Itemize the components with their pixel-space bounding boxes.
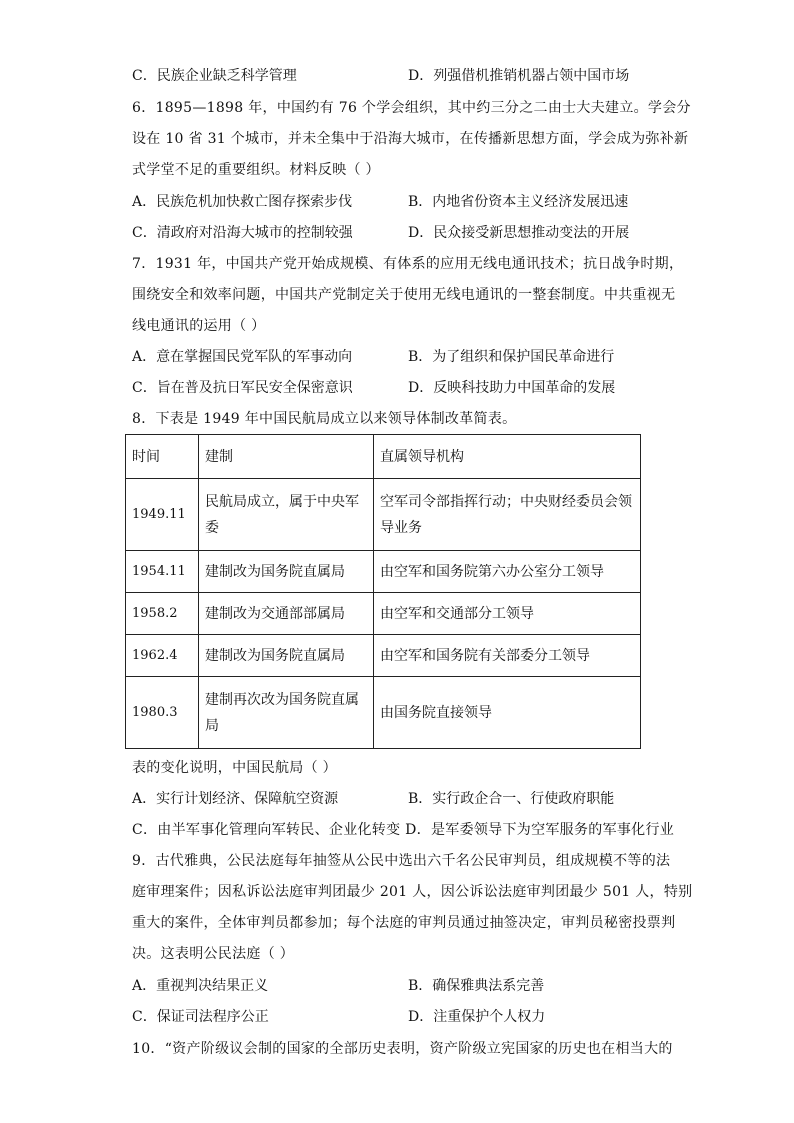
q7-option-d: D．反映科技助力中国革命的发展 xyxy=(408,380,616,396)
q7-stem-line-3: 线电通讯的运用（ ） xyxy=(132,318,266,334)
cell-line: 民航局成立，属于中央军 xyxy=(205,493,359,510)
q7-option-c: C．旨在普及抗日军民安全保密意识 xyxy=(132,380,353,396)
table-cell-system: 建制改为国务院直属局 xyxy=(199,635,374,677)
table-cell-leader: 由空军和国务院第六办公室分工领导 xyxy=(374,551,641,593)
table-cell-leader xyxy=(374,479,641,551)
table-row xyxy=(126,593,641,635)
table-cell-system: 建制改为交通部部属局 xyxy=(199,593,374,635)
q9-stem-line-2: 庭审理案件；因私诉讼法庭审判团最少 201 人，因公诉讼法庭审判团最少 501 人，特别 xyxy=(132,884,693,900)
table-header-time: 时间 xyxy=(126,435,199,479)
q5-option-c: C．民族企业缺乏科学管理 xyxy=(132,68,297,84)
table-cell-leader: 由国务院直接领导 xyxy=(374,677,641,749)
q6-option-a: A．民族危机加快救亡图存探索步伐 xyxy=(132,194,353,210)
q9-option-c: C．保证司法程序公正 xyxy=(132,1009,269,1025)
table-cell-time: 1980.3 xyxy=(126,677,199,749)
q7-stem-line-2: 围绕安全和效率问题，中国共产党制定关于使用无线电通讯的一整套制度。中共重视无 xyxy=(132,287,676,303)
table-cell-leader: 由空军和国务院有关部委分工领导 xyxy=(374,635,641,677)
table-cell-time: 1958.2 xyxy=(126,593,199,635)
q6-option-b: B．内地省份资本主义经济发展迅速 xyxy=(408,194,629,210)
cell-line: 建制再次改为国务院直属 xyxy=(205,691,359,708)
q10-stem-line-1: 10．“资产阶级议会制的国家的全部历史表明，资产阶级立宪国家的历史也在相当大的 xyxy=(132,1041,673,1057)
q9-stem-line-3: 重大的案件，全体审判员都参加；每个法庭的审判员通过抽签决定，审判员秘密投票判 xyxy=(132,915,676,931)
table-header-system: 建制 xyxy=(199,435,374,479)
q7-stem-line-1: 7．1931 年，中国共产党开始成规模、有体系的应用无线电通讯技术；抗日战争时期， xyxy=(132,256,684,272)
q9-option-a: A．重视判决结果正义 xyxy=(132,978,269,994)
table-header-leader: 直属领导机构 xyxy=(374,435,641,479)
q8-option-a: A．实行计划经济、保障航空资源 xyxy=(132,791,339,807)
q6-stem-line-3: 式学堂不足的重要组织。材料反映（ ） xyxy=(132,162,380,178)
q9-option-b: B．确保雅典法系完善 xyxy=(408,978,545,994)
q8-option-cd: C．由半军事化管理向军转民、企业化转变 D．是军委领导下为空军服务的军事化行业 xyxy=(132,822,675,838)
q9-option-d: D．注重保护个人权力 xyxy=(408,1009,546,1025)
table-cell-system xyxy=(199,677,374,749)
cell-line: 局 xyxy=(205,717,219,734)
aviation-reform-table xyxy=(125,434,641,749)
table-cell-time: 1954.11 xyxy=(126,551,199,593)
cell-line: 导业务 xyxy=(380,519,422,536)
table-row xyxy=(126,677,641,749)
q7-option-b: B．为了组织和保护国民革命进行 xyxy=(408,349,615,365)
cell-line: 委 xyxy=(205,519,219,536)
table-row xyxy=(126,635,641,677)
table-cell-time: 1949.11 xyxy=(126,479,199,551)
q6-option-d: D．民众接受新思想推动变法的开展 xyxy=(408,225,630,241)
q5-option-d: D．列强借机推销机器占领中国市场 xyxy=(408,68,630,84)
table-header-row xyxy=(126,435,641,479)
q8-option-b: B．实行政企合一、行使政府职能 xyxy=(408,791,615,807)
table-row xyxy=(126,551,641,593)
q6-stem-line-1: 6．1895—1898 年，中国约有 76 个学会组织，其中约三分之二由士大夫建立。学会分 xyxy=(132,100,691,116)
q9-stem-line-4: 决。这表明公民法庭（ ） xyxy=(132,946,295,962)
table-row xyxy=(126,479,641,551)
q6-stem-line-2: 设在 10 省 31 个城市，并未全集中于沿海大城市，在传播新思想方面，学会成为弥补新 xyxy=(132,131,689,147)
table-cell-system: 建制改为国务院直属局 xyxy=(199,551,374,593)
q7-option-a: A．意在掌握国民党军队的军事动向 xyxy=(132,349,353,365)
q9-stem-line-1: 9．古代雅典，公民法庭每年抽签从公民中选出六千名公民审判员，组成规模不等的法 xyxy=(132,853,671,869)
table-cell-system xyxy=(199,479,374,551)
table-cell-leader: 由空军和交通部分工领导 xyxy=(374,593,641,635)
q6-option-c: C．清政府对沿海大城市的控制较强 xyxy=(132,225,353,241)
table-cell-time: 1962.4 xyxy=(126,635,199,677)
q8-stem: 表的变化说明，中国民航局（ ） xyxy=(132,760,337,776)
q8-intro: 8．下表是 1949 年中国民航局成立以来领导体制改革简表。 xyxy=(132,411,517,427)
cell-line: 空军司令部指挥行动；中央财经委员会领 xyxy=(380,493,632,510)
